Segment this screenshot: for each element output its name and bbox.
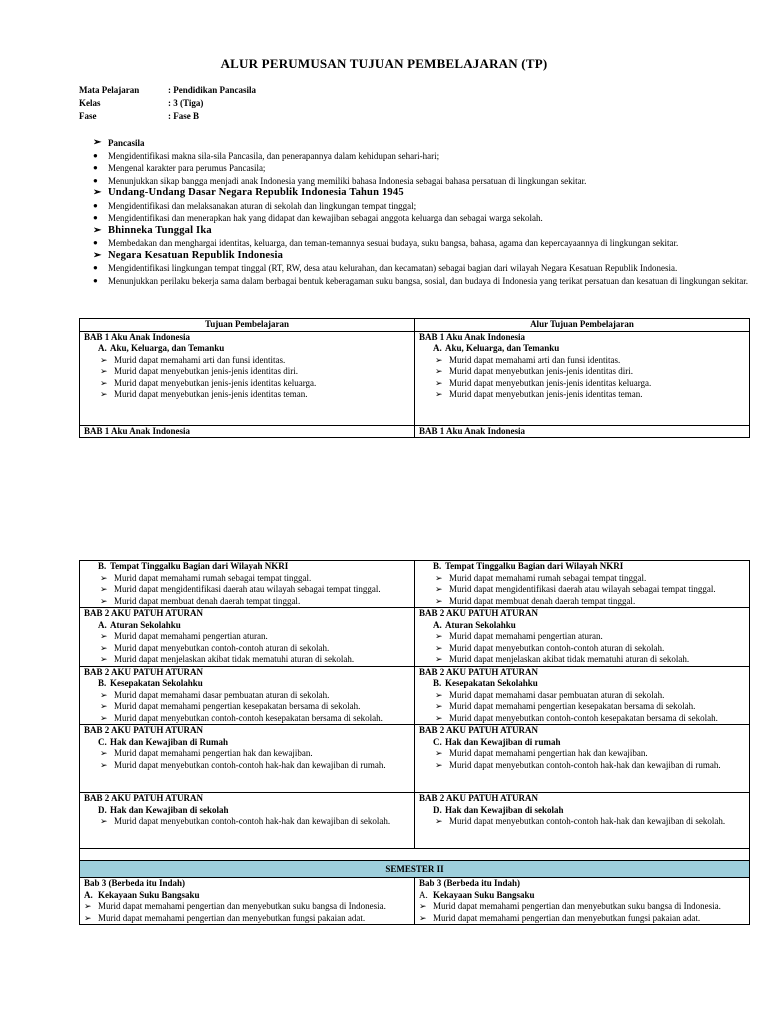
arrow-icon: ➢ [435,701,443,711]
meta-value: : Fase B [168,111,199,121]
bab-title: BAB 2 AKU PATUH ATURAN [419,608,539,618]
bullet-icon: ● [93,263,98,272]
list-item: ➢ Murid dapat menyebutkan jenis-jenis identitas keluarga. [100,377,317,388]
meta-label: Fase [79,111,97,121]
list-item: ➢ Murid dapat memahami dasar pembuatan aturan di sekolah. [100,689,330,700]
meta-row [79,84,256,97]
list-item: ➢ Murid dapat memahami pengertian dan menyebutkan fungsi pakaian adat. [419,912,701,923]
subsection-title: A. Aku, Keluarga, dan Temanku [433,343,560,353]
tp-table-1 [79,318,750,438]
arrow-icon: ➢ [100,759,108,770]
list-item: ➢ Murid dapat menjelaskan akibat tidak mematuhi aturan di sekolah. [435,654,690,664]
subsection-title: C. Hak dan Kewajiban di Rumah [98,736,229,747]
subsection-title: D. Hak dan Kewajiban di sekolah [433,804,564,815]
bab-title: BAB 2 AKU PATUH ATURAN [84,793,204,803]
tp-cell [80,666,415,725]
bullet-icon: ● [93,175,98,185]
arrow-icon: ➢ [93,137,102,148]
meta-label: Mata Pelajaran [79,85,140,95]
list-item: ➢ Murid dapat membuat denah daerah tempat tinggal. [435,595,636,606]
bullet-icon: ● [93,200,98,210]
bab-title: BAB 2 AKU PATUH ATURAN [84,666,204,677]
bullet-icon: ● [93,150,98,160]
heading-nkri: ➢ Negara Kesatuan Republik Indonesia [93,249,284,261]
list-item: ➢ Murid dapat menyebutkan contoh-contoh kesepakatan bersama di sekolah. [100,712,383,723]
arrow-icon: ➢ [100,642,108,653]
list-item: ➢ Murid dapat menyebutkan jenis-jenis identitas diri. [435,366,633,376]
arrow-icon: ➢ [435,631,443,641]
list-item: ➢ Murid dapat menyebutkan contoh-contoh aturan di sekolah. [100,642,330,653]
tp-cell [80,725,415,793]
list-item: ● Menunjukkan sikap bangga menjadi anak Indonesia yang memiliki bahasa Indonesia sebagai bahasa persatuan di lingkungan sekitar. [93,175,587,186]
arrow-icon: ➢ [419,901,427,911]
arrow-icon: ➢ [100,689,108,700]
semester-header: SEMESTER II [80,861,750,878]
subsection-title: A. Aturan Sekolahku [433,619,516,630]
bullet-icon: ● [93,213,98,222]
tp-cell [80,793,415,849]
list-item: ➢ Murid dapat memahami dasar pembuatan aturan di sekolah. [435,689,665,700]
list-item: ➢ Murid dapat menyebutkan contoh-contoh kesepakatan bersama di sekolah. [435,712,718,723]
arrow-icon: ➢ [100,377,108,388]
list-item: ● Mengidentifikasi dan melaksanakan aturan di sekolah dan lingkungan tempat tinggal; [93,200,417,211]
page-title: ALUR PERUMUSAN TUJUAN PEMBELAJARAN (TP) [220,56,548,71]
arrow-icon: ➢ [84,901,92,911]
list-item: ● Mengidentifikasi lingkungan tempat tinggal (RT, RW, desa atau kelurahan, dan kecamatan) sebagai bagian dari wilayah Negara Kesatuan Republik Indonesia. [93,263,678,273]
list-item: ➢ Murid dapat memahami rumah sebagai tempat tinggal. [435,572,647,583]
meta-block [79,84,256,123]
list-item: ➢ Murid dapat memahami pengertian aturan. [435,631,603,641]
tp-table-2 [79,560,750,925]
list-item: ➢ Murid dapat memahami rumah sebagai tempat tinggal. [100,572,312,583]
list-item: ➢ Murid dapat memahami pengertian kesepakatan bersama di sekolah. [100,701,361,711]
arrow-icon: ➢ [100,701,108,711]
subsection-title: B. Tempat Tinggalku Bagian dari Wilayah NKRI [98,561,289,571]
spacer-row [80,849,750,861]
list-item: ➢ Murid dapat mengidentifikasi daerah atau wilayah sebagai tempat tinggal. [435,584,716,594]
arrow-icon: ➢ [435,816,443,826]
bab-title: BAB 2 AKU PATUH ATURAN [84,608,204,618]
list-item: ➢ Murid dapat memahami pengertian dan menyebutkan suku bangsa di Indonesia. [419,901,721,911]
arrow-icon: ➢ [100,631,108,641]
heading-bhinneka: ➢ Bhinneka Tunggal Ika [93,224,212,236]
arrow-icon: ➢ [435,366,443,376]
list-item: ➢ Murid dapat menjelaskan akibat tidak mematuhi aturan di sekolah. [100,654,355,664]
bab-title: BAB 1 Aku Anak Indonesia [80,425,415,438]
arrow-icon: ➢ [100,354,108,365]
arrow-icon: ➢ [419,912,427,923]
list-item: ➢ Murid dapat memahami pengertian kesepakatan bersama di sekolah. [435,701,696,711]
meta-row [79,110,256,123]
list-item: ● Membedakan dan menghargai identitas, keluarga, dan teman-temannya sesuai budaya, suku bangsa, bahasa, agama dan kepercayaannya di lingkungan sekitar. [93,238,679,248]
arrow-icon: ➢ [100,572,108,583]
arrow-icon: ➢ [84,912,92,923]
arrow-icon: ➢ [100,816,108,826]
arrow-icon: ➢ [435,654,443,664]
atp-cell [415,725,750,793]
arrow-icon: ➢ [100,389,108,399]
arrow-icon: ➢ [435,584,443,594]
bab-title: BAB 1 Aku Anak Indonesia [415,425,750,438]
list-item: ➢ Murid dapat menyebutkan contoh-contoh hak-hak dan kewajiban di sekolah. [100,816,391,826]
subsection-title: A. Kekayaan Suku Bangsaku [84,889,200,900]
tp-cell [80,331,415,425]
list-item: ● Mengidentifikasi makna sila-sila Pancasila, dan penerapannya dalam kehidupan sehari-hari; [93,150,440,161]
atp-cell [415,666,750,725]
arrow-icon: ➢ [100,595,108,606]
atp-cell [415,878,750,925]
arrow-icon: ➢ [100,366,108,376]
bullet-icon: ● [93,163,98,172]
list-item: ● Mengenal karakter para perumus Pancasila; [93,163,266,173]
list-item: ➢ Murid dapat memahami pengertian dan menyebutkan suku bangsa di Indonesia. [84,901,386,911]
list-item: ➢ Murid dapat menyebutkan contoh-contoh hak-hak dan kewajiban di rumah. [435,759,721,770]
column-header-tp: Tujuan Pembelajaran [80,319,415,332]
arrow-icon: ➢ [435,689,443,700]
list-item: ➢ Murid dapat menyebutkan contoh-contoh hak-hak dan kewajiban di rumah. [100,759,386,770]
tp-cell [80,608,415,667]
bab-title: BAB 2 AKU PATUH ATURAN [419,793,539,803]
meta-value: : 3 (Tiga) [168,98,204,108]
list-item: ➢ Murid dapat menyebutkan contoh-contoh hak-hak dan kewajiban di sekolah. [435,816,726,826]
subsection-title: C. Hak dan Kewajiban di rumah [433,736,561,747]
subsection-title: B. Kesepakatan Sekolahku [433,678,538,688]
subsection-title: D. Hak dan Kewajiban di sekolah [98,804,229,815]
subsection-title: A. Kekayaan Suku Bangsaku [419,889,535,900]
list-item: ● Mengidentifikasi dan menerapkan hak yang didapat dan kewajiban sebagai anggota keluarga dan sebagai warga sekolah. [93,213,543,223]
bullet-icon: ● [93,238,98,247]
list-item: ➢ Murid dapat mengidentifikasi daerah atau wilayah sebagai tempat tinggal. [100,584,381,594]
list-item: ➢ Murid dapat menyebutkan jenis-jenis identitas teman. [100,389,308,399]
bab-title: BAB 2 AKU PATUH ATURAN [419,666,539,677]
list-item: ➢ Murid dapat memahami arti dan funsi identitas. [100,354,286,365]
arrow-icon: ➢ [435,712,443,723]
intro-list [93,137,749,287]
arrow-icon: ➢ [435,595,443,606]
arrow-icon: ➢ [435,572,443,583]
list-item: ➢ Murid dapat menyebutkan contoh-contoh aturan di sekolah. [435,642,665,653]
arrow-icon: ➢ [93,187,102,198]
arrow-icon: ➢ [93,224,102,236]
bab-title: Bab 3 (Berbeda itu Indah) [419,878,521,888]
list-item: ➢ Murid dapat memahami pengertian hak dan kewajiban. [435,748,648,758]
tp-cell [80,561,415,608]
list-item: ➢ Murid dapat memahami arti dan funsi identitas. [435,354,621,365]
list-item: ➢ Murid dapat memahami pengertian dan menyebutkan fungsi pakaian adat. [84,912,366,923]
subsection-title: B. Kesepakatan Sekolahku [98,678,203,688]
list-item: ➢ Murid dapat memahami pengertian hak dan kewajiban. [100,748,313,758]
list-item: ➢ Murid dapat membuat denah daerah tempat tinggal. [100,595,301,606]
meta-row [79,97,256,110]
arrow-icon: ➢ [435,748,443,758]
arrow-icon: ➢ [435,759,443,770]
bab-title: BAB 1 Aku Anak Indonesia [84,331,191,342]
list-item: ➢ Murid dapat menyebutkan jenis-jenis identitas teman. [435,389,643,399]
arrow-icon: ➢ [100,584,108,594]
meta-value: : Pendidikan Pancasila [168,85,257,95]
list-item: ➢ Murid dapat memahami pengertian aturan. [100,631,268,641]
arrow-icon: ➢ [100,748,108,758]
bab-title: Bab 3 (Berbeda itu Indah) [84,878,186,888]
meta-label: Kelas [79,98,101,108]
tp-cell [80,878,415,925]
arrow-icon: ➢ [100,654,108,664]
arrow-icon: ➢ [435,642,443,653]
list-item: ➢ Murid dapat menyebutkan jenis-jenis identitas diri. [100,366,298,376]
atp-cell [415,331,750,425]
arrow-icon: ➢ [435,389,443,399]
arrow-icon: ➢ [435,354,443,365]
subsection-title: A. Aku, Keluarga, dan Temanku [98,343,225,353]
atp-cell [415,561,750,608]
bab-title: BAB 2 AKU PATUH ATURAN [84,725,204,735]
column-header-atp: Alur Tujuan Pembelajaran [415,319,750,332]
arrow-icon: ➢ [93,249,102,261]
bullet-icon: ● [93,275,98,285]
atp-cell [415,608,750,667]
heading-uud: ➢ Undang-Undang Dasar Negara Republik Indonesia Tahun 1945 [93,187,404,198]
subsection-title: B. Tempat Tinggalku Bagian dari Wilayah NKRI [433,561,624,571]
list-item: ➢ Murid dapat menyebutkan jenis-jenis identitas keluarga. [435,377,652,388]
bab-title: BAB 2 AKU PATUH ATURAN [419,725,539,735]
subsection-title: A. Aturan Sekolahku [98,619,181,630]
arrow-icon: ➢ [435,377,443,388]
list-item: ● Menunjukkan perilaku bekerja sama dalam berbagai bentuk keberagaman suku bangsa, sosial, dan budaya di Indonesia yang terikat persatuan dan kesatuan di lingkungan sekitar. [93,275,749,286]
bab-title: BAB 1 Aku Anak Indonesia [419,331,526,342]
arrow-icon: ➢ [100,712,108,723]
atp-cell [415,793,750,849]
heading-pancasila: ➢ Pancasila [93,137,145,148]
